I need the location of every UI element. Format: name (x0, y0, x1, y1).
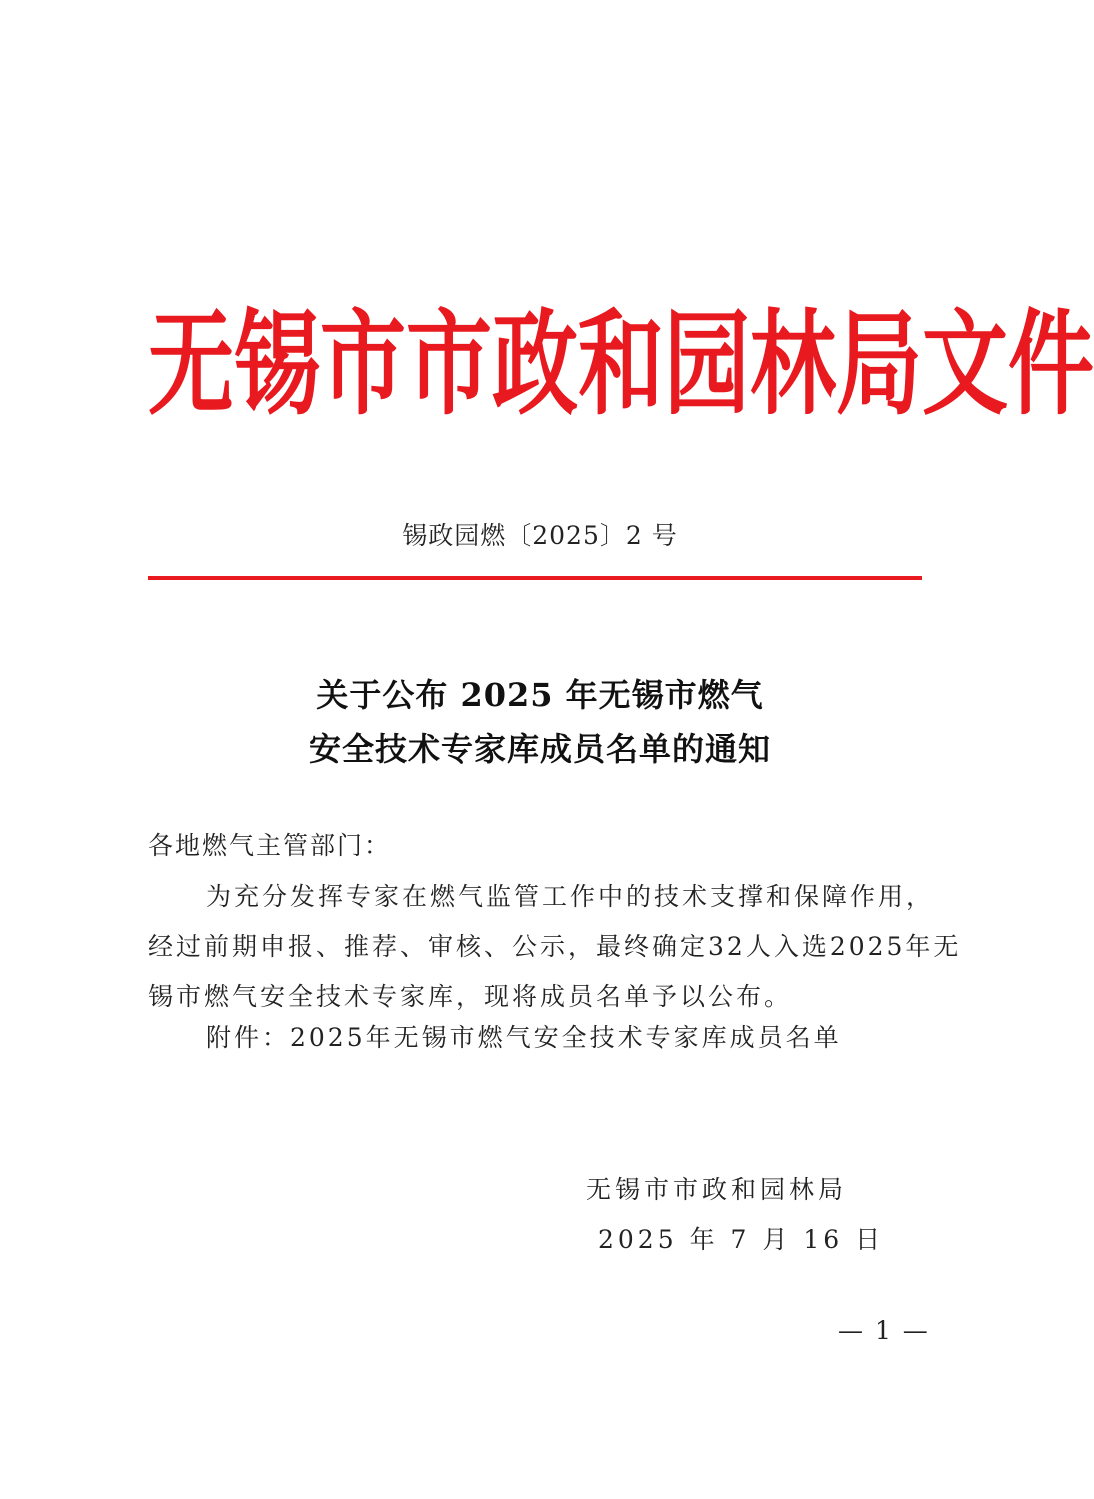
page-number: — 1 — (838, 1316, 930, 1345)
masthead-char: 市 (406, 299, 492, 431)
issue-date: 2025 年 7 月 16 日 (598, 1225, 885, 1254)
body-line-1: 为充分发挥专家在燃气监管工作中的技术支撑和保障作用， (206, 882, 935, 911)
masthead-char: 和 (578, 299, 664, 431)
masthead-char: 园 (664, 299, 750, 431)
notice-title-line-1: 关于公布 2025 年无锡市燃气 (316, 676, 764, 714)
masthead-char: 局 (836, 299, 922, 431)
body-paragraph (148, 872, 962, 1022)
salutation: 各地燃气主管部门： (148, 831, 392, 860)
body-line-3: 锡市燃气安全技术专家库，现将成员名单予以公布。 (148, 982, 793, 1011)
attachment-line: 附件：2025年无锡市燃气安全技术专家库成员名单 (206, 1023, 842, 1052)
notice-title (0, 668, 1080, 776)
masthead-char: 林 (750, 299, 836, 431)
body-line-2: 经过前期申报、推荐、审核、公示，最终确定32人入选2025年无 (148, 932, 962, 961)
masthead-char: 政 (492, 299, 578, 431)
document-number: 锡政园燃〔2025〕2 号 (402, 521, 678, 550)
masthead-char: 锡 (234, 299, 320, 431)
masthead-title (148, 299, 1094, 431)
masthead-char: 件 (1008, 299, 1094, 431)
masthead-char: 市 (320, 299, 406, 431)
red-divider-line (148, 576, 922, 580)
notice-title-line-2: 安全技术专家库成员名单的通知 (308, 730, 771, 768)
issuing-authority: 无锡市市政和园林局 (586, 1175, 848, 1204)
masthead-char: 无 (148, 299, 234, 431)
masthead-char: 文 (922, 299, 1008, 431)
